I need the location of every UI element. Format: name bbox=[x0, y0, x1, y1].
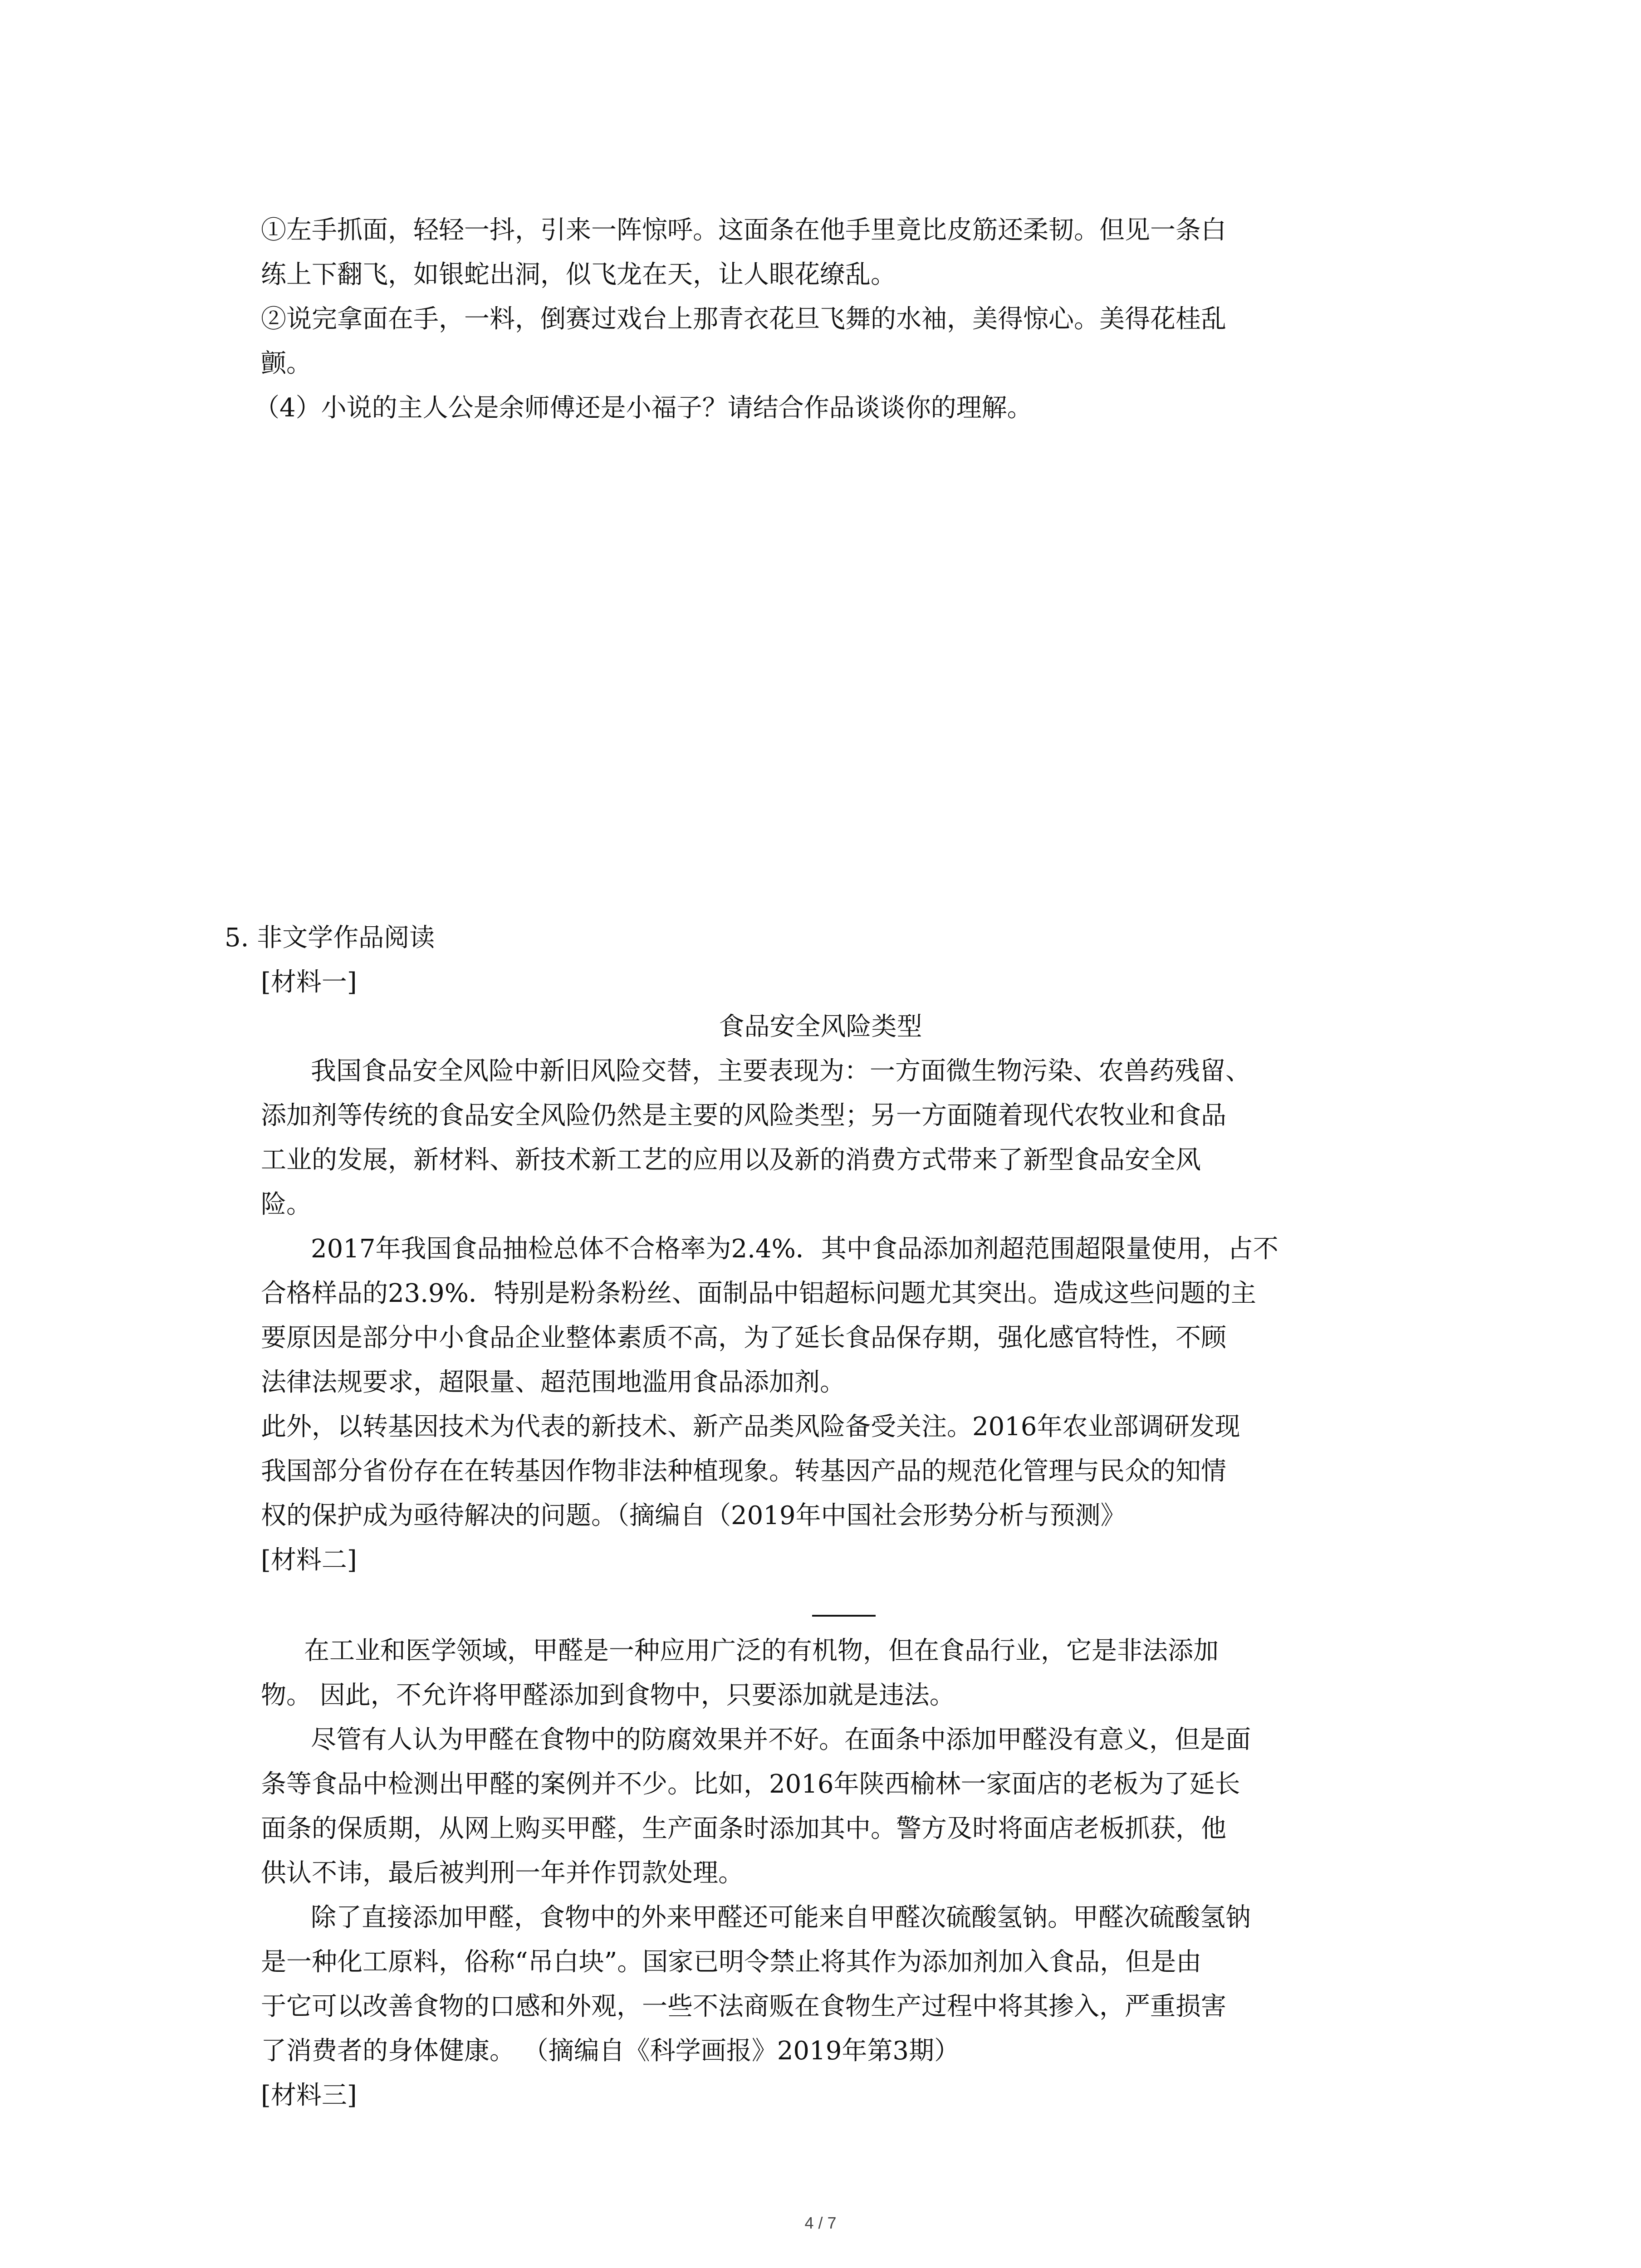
material1-line-1: 我国食品安全风险中新旧风险交替，主要表现为：一方面微生物污染、农兽药残留、 bbox=[311, 1056, 1251, 1086]
material2-line-7: 除了直接添加甲醛，食物中的外来甲醛还可能来自甲醛次硫酸氢钠。甲醛次硫酸氢钠 bbox=[311, 1903, 1251, 1932]
q4-line-4: 颤。 bbox=[261, 349, 312, 378]
material1-line-5: 2017年我国食品抽检总体不合格率为2.4%．其中食品添加剂超范围超限量使用，占不 bbox=[311, 1234, 1279, 1264]
material1-line-8: 法律法规要求，超限量、超范围地滥用食品添加剂。 bbox=[261, 1368, 845, 1397]
title-placeholder-rule bbox=[812, 1615, 876, 1617]
material2-line-2: 物。 因此，不允许将甲醛添加到食物中，只要添加就是违法。 bbox=[261, 1681, 955, 1710]
material2-line-3: 尽管有人认为甲醛在食物中的防腐效果并不好。在面条中添加甲醛没有意义，但是面 bbox=[311, 1725, 1251, 1755]
q4-line-2: 练上下翻飞，如银蛇出洞，似飞龙在天，让人眼花缭乱。 bbox=[261, 260, 896, 289]
material1-title: 食品安全风险类型 bbox=[719, 1012, 922, 1041]
material1-line-4: 险。 bbox=[261, 1190, 312, 1219]
section-heading: 5. 非文学作品阅读 bbox=[225, 923, 435, 953]
q4-question: （4）小说的主人公是余师傅还是小福子？请结合作品谈谈你的理解。 bbox=[254, 393, 1033, 423]
material1-line-10: 我国部分省份存在在转基因作物非法种植现象。转基因产品的规范化管理与民众的知情 bbox=[261, 1457, 1226, 1486]
material1-line-6: 合格样品的23.9%．特别是粉条粉丝、面制品中铝超标问题尤其突出。造成这些问题的主 bbox=[261, 1279, 1256, 1308]
material2-line-8: 是一种化工原料，俗称“吊白块”。国家已明令禁止将其作为添加剂加入食品，但是由 bbox=[261, 1947, 1202, 1977]
material3-label: [材料三] bbox=[261, 2081, 357, 2110]
material1-line-2: 添加剂等传统的食品安全风险仍然是主要的风险类型；另一方面随着现代农牧业和食品 bbox=[261, 1101, 1226, 1130]
material2-line-6: 供认不讳，最后被判刑一年并作罚款处理。 bbox=[261, 1858, 744, 1888]
material2-line-1: 在工业和医学领域，甲醛是一种应用广泛的有机物，但在食品行业，它是非法添加 bbox=[304, 1636, 1219, 1666]
material1-line-3: 工业的发展，新材料、新技术新工艺的应用以及新的消费方式带来了新型食品安全风 bbox=[261, 1145, 1201, 1175]
material2-line-5: 面条的保质期，从网上购买甲醛，生产面条时添加其中。警方及时将面店老板抓获，他 bbox=[261, 1814, 1226, 1843]
material1-label: [材料一] bbox=[261, 968, 357, 997]
q4-line-3: ②说完拿面在手，一料，倒赛过戏台上那青衣花旦飞舞的水袖，美得惊心。美得花桂乱 bbox=[261, 304, 1226, 334]
q4-line-1: ①左手抓面，轻轻一抖，引来一阵惊呼。这面条在他手里竟比皮筋还柔韧。但见一条白 bbox=[261, 215, 1226, 245]
material2-line-9: 于它可以改善食物的口感和外观，一些不法商贩在食物生产过程中将其掺入，严重损害 bbox=[261, 1992, 1226, 2021]
material2-line-4: 条等食品中检测出甲醛的案例并不少。比如，2016年陕西榆林一家面店的老板为了延长 bbox=[261, 1769, 1240, 1799]
material2-line-10: 了消费者的身体健康。 （摘编自《科学画报》2019年第3期） bbox=[261, 2036, 960, 2066]
material1-line-7: 要原因是部分中小食品企业整体素质不高，为了延长食品保存期，强化感官特性，不顾 bbox=[261, 1323, 1226, 1353]
material1-line-9: 此外，以转基因技术为代表的新技术、新产品类风险备受关注。2016年农业部调研发现 bbox=[261, 1412, 1240, 1442]
material1-line-11: 权的保护成为亟待解决的问题。（摘编自（2019年中国社会形势分析与预测》 bbox=[261, 1501, 1126, 1530]
page-number: 4 / 7 bbox=[804, 2214, 837, 2232]
material2-label: [材料二] bbox=[261, 1545, 357, 1575]
